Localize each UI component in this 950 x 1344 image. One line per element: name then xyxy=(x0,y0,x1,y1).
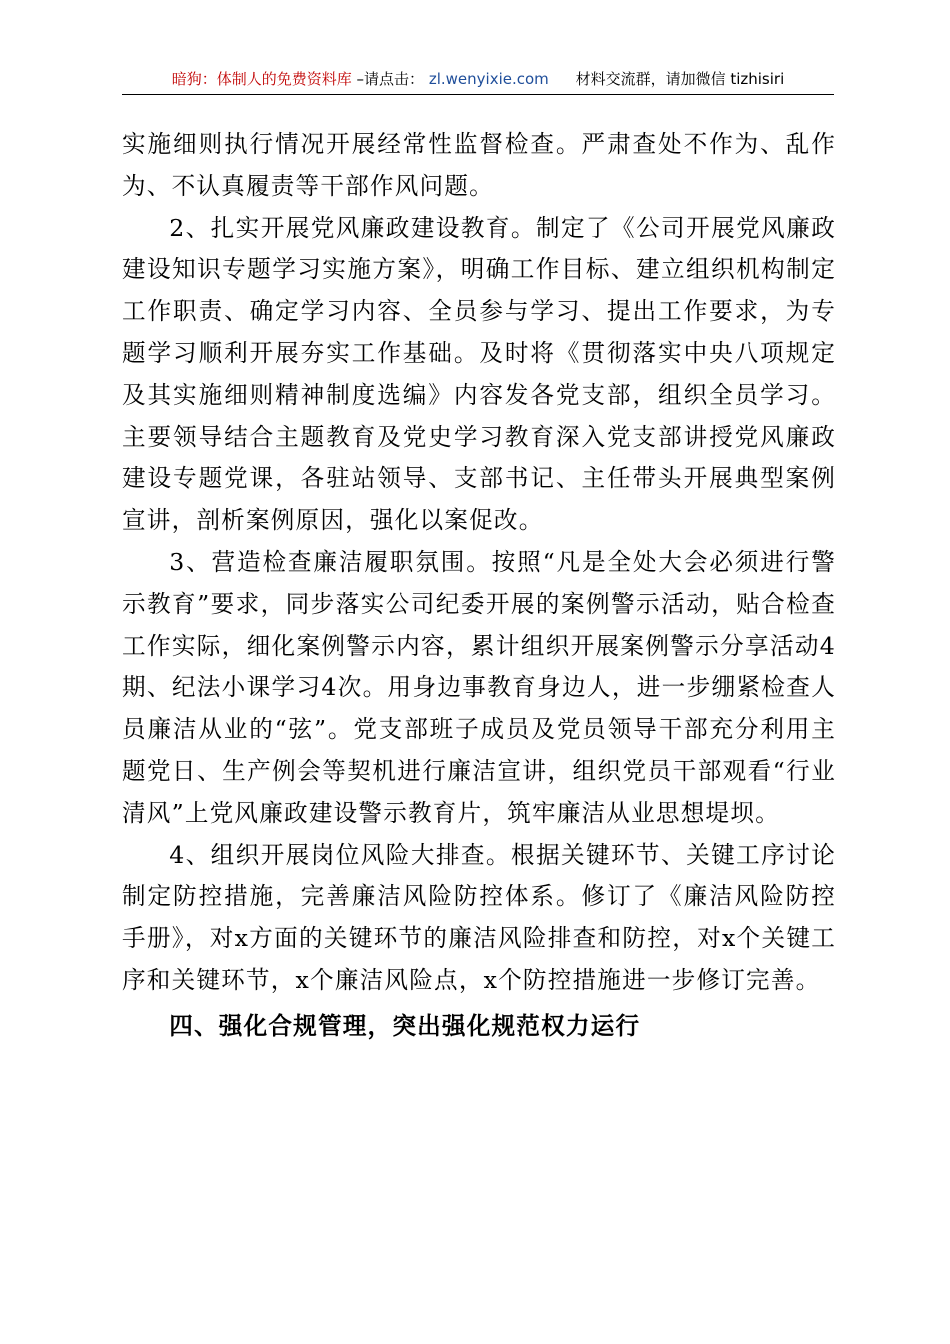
header-brand: 暗狗：体制人的免费资料库 xyxy=(171,70,352,88)
paragraph-item-4: 4、组织开展岗位风险大排查。根据关键环节、关键工序讨论制定防控措施，完善廉洁风险防控体系。修订了《廉洁风险防控手册》，对x方面的关键环节的廉洁风险排查和防控，对x个关键工序和关键环节，x个廉洁风险点，x个防控措施进一步修订完善。 xyxy=(122,840,836,994)
header-note: 材料交流群，请加微信 tizhisiri xyxy=(575,70,785,88)
header-cta: –请点击： xyxy=(356,70,425,88)
paragraph-continued: 实施细则执行情况开展经常性监督检查。严肃查处不作为、乱作为、不认真履责等干部作风问题。 xyxy=(122,130,836,200)
paragraph-item-2: 2、扎实开展党风廉政建设教育。制定了《公司开展党风廉政建设知识专题学习实施方案》，明确工作目标、建立组织机构制定工作职责、确定学习内容、全员参与学习、提出工作要求，为专题学习顺利开展夯实工作基础。及时将《贯彻落实中央八项规定及其实施细则精神制度选编》内容发各党支部，组织全员学习。主要领导结合主题教育及党史学习教育深入党支部讲授党风廉政建设专题党课，各驻站领导、支部书记、主任带头开展典型案例宣讲，剖析案例原因，强化以案促改。 xyxy=(122,213,836,535)
document-body xyxy=(122,124,836,1048)
section-heading: 四、强化合规管理，突出强化规范权力运行 xyxy=(169,1011,641,1040)
paragraph-item-3: 3、营造检查廉洁履职氛围。按照“凡是全处大会必须进行警示教育”要求，同步落实公司纪委开展的案例警示活动，贴合检查工作实际，细化案例警示内容，累计组织开展案例警示分享活动4期、纪法小课学习4次。用身边事教育身边人，进一步绷紧检查人员廉洁从业的“弦”。党支部班子成员及党员领导干部充分利用主题党日、生产例会等契机进行廉洁宣讲，组织党员干部观看“行业清风”上党风廉政建设警示教育片，筑牢廉洁从业思想堤坝。 xyxy=(122,547,836,827)
header-url-link[interactable]: zl.wenyixie.com xyxy=(428,70,549,88)
page-header xyxy=(122,68,834,95)
